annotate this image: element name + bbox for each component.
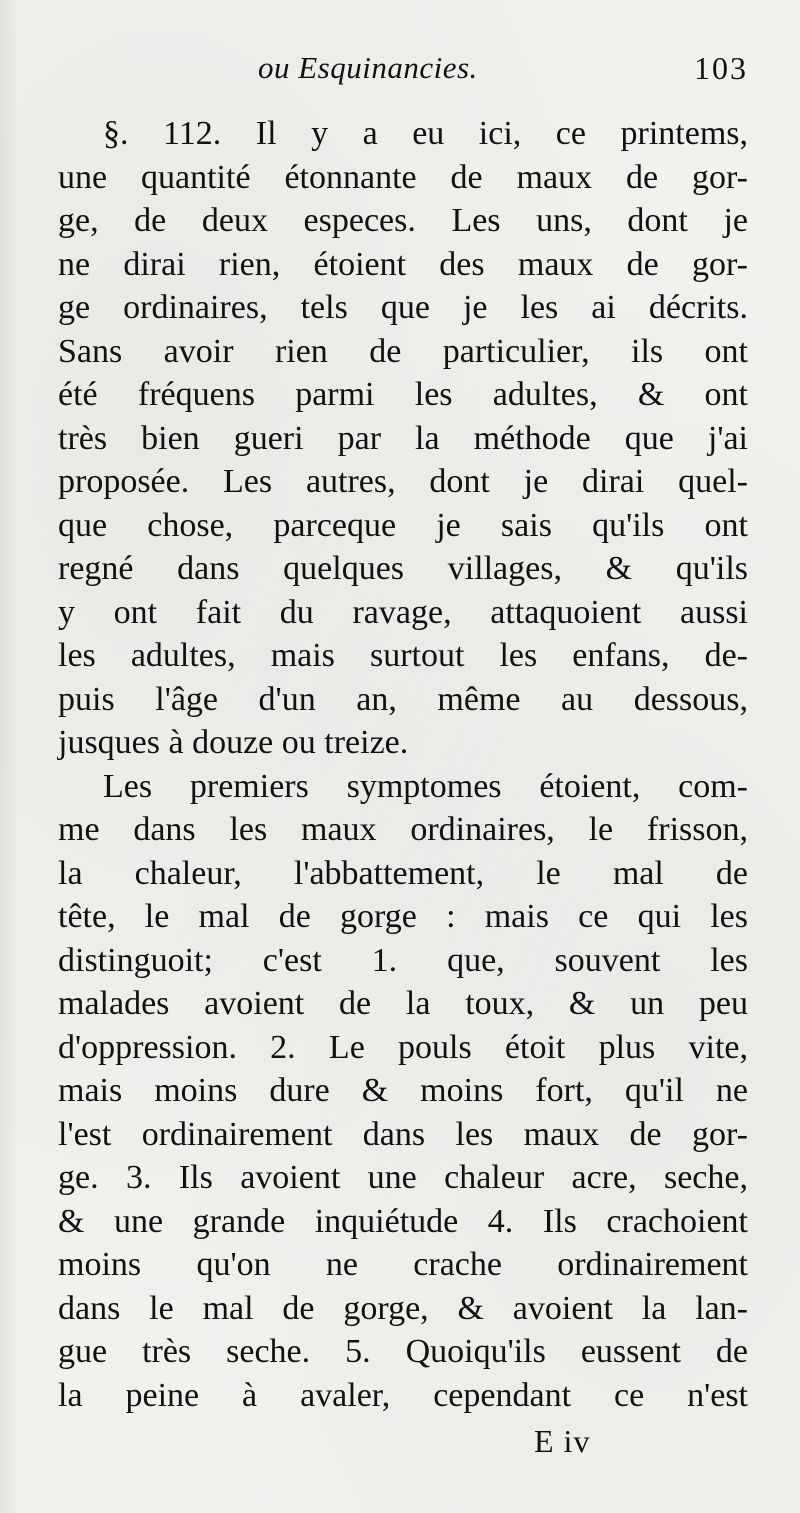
text-line: moins qu'on ne crache ordinairement: [58, 1246, 748, 1283]
running-title: ou Esquinancies.: [258, 50, 478, 85]
signature-mark: E iv: [534, 1423, 591, 1459]
text-line: que chose, parceque je sais qu'ils ont: [58, 506, 748, 544]
text-line: Les premiers symptomes étoient, com-: [103, 767, 748, 805]
text-line: ne dirai rien, étoient des maux de gor-: [58, 245, 748, 283]
page-gutter-shadow: [0, 0, 18, 1513]
text-line: y ont fait du ravage, attaquoient aussi: [58, 593, 748, 631]
text-line: les adultes, mais surtout les enfans, de-: [58, 637, 748, 674]
text-line: §. 112. Il y a eu ici, ce printems,: [103, 115, 748, 152]
text-line: été fréquens parmi les adultes, & ont: [58, 376, 748, 413]
text-line: puis l'âge d'un an, même au dessous,: [58, 680, 748, 718]
text-line: gue très seche. 5. Quoiqu'ils eussent de: [58, 1333, 748, 1370]
text-line: dans le mal de gorge, & avoient la lan-: [58, 1289, 748, 1327]
text-line: malades avoient de la toux, & un peu: [58, 985, 748, 1022]
text-line: ge ordinaires, tels que je les ai décrits.: [58, 289, 748, 326]
text-line: d'oppression. 2. Le pouls étoit plus vite,: [58, 1028, 748, 1066]
text-line: la peine à avaler, cependant ce n'est: [58, 1376, 748, 1414]
text-line: proposée. Les autres, dont je dirai quel-: [58, 463, 748, 500]
text-line: tête, le mal de gorge : mais ce qui les: [58, 898, 748, 935]
text-line: mais moins dure & moins fort, qu'il ne: [58, 1072, 748, 1109]
text-line: jusques à douze ou treize.: [58, 724, 409, 761]
text-line: ge, de deux especes. Les uns, dont je: [58, 202, 748, 239]
text-line: la chaleur, l'abbattement, le mal de: [58, 854, 748, 892]
text-line: me dans les maux ordinaires, le frisson,: [58, 811, 748, 848]
body-text: [58, 112, 748, 1417]
text-line: & une grande inquiétude 4. Ils crachoient: [58, 1202, 748, 1240]
text-line: l'est ordinairement dans les maux de gor-: [58, 1115, 748, 1153]
text-line: distinguoit; c'est 1. que, souvent les: [58, 941, 748, 979]
text-line: ge. 3. Ils avoient une chaleur acre, seche,: [58, 1159, 748, 1196]
page-number: 103: [694, 50, 748, 86]
page-header: [58, 50, 748, 96]
text-line: regné dans quelques villages, & qu'ils: [58, 550, 748, 587]
text-line: Sans avoir rien de particulier, ils ont: [58, 332, 748, 370]
text-line: une quantité étonnante de maux de gor-: [58, 158, 748, 196]
text-line: très bien gueri par la méthode que j'ai: [58, 419, 748, 457]
